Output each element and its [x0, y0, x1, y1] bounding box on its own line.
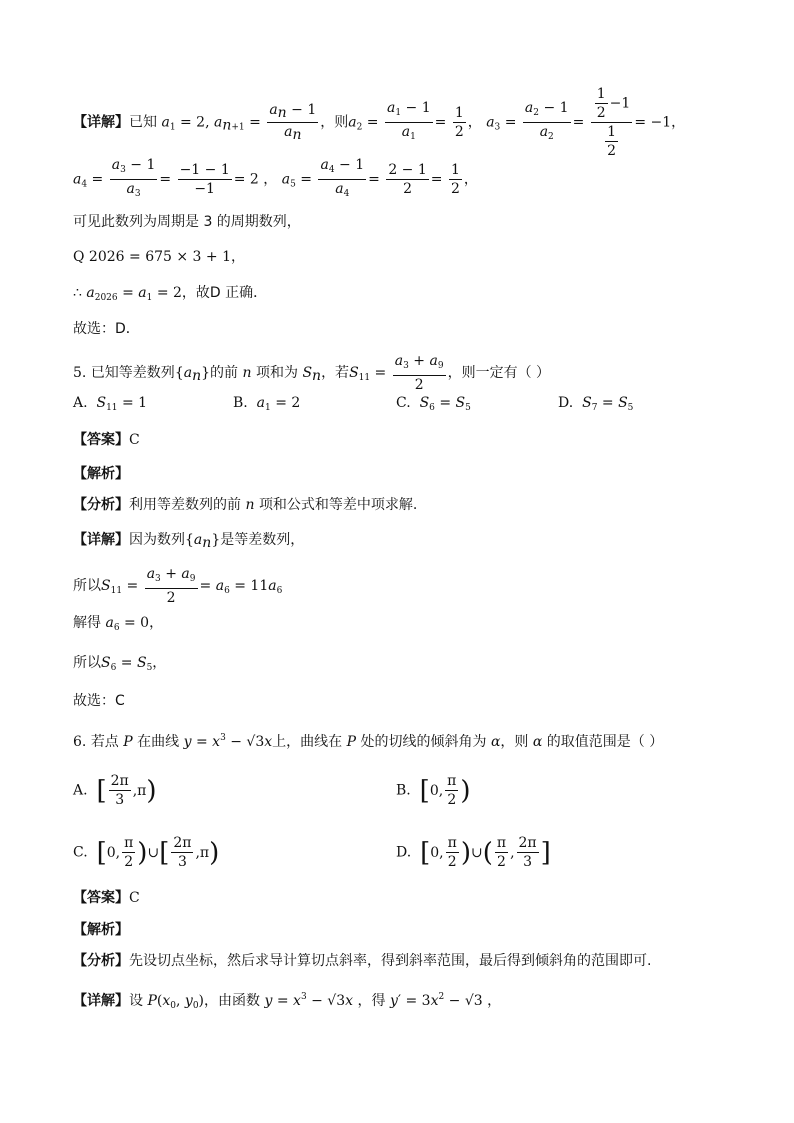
since-line: Q 2026 = 675 × 3 + 1， [73, 249, 245, 265]
q6-analysis: 【分析】先设切点坐标，然后求导计算切点斜率，得到斜率范围，最后得到倾斜角的范围即可. [73, 953, 652, 969]
q6-option-a[interactable]: A. [ $\frac{2\pi}{3}$ ,π ) [73, 773, 157, 808]
q6-option-b[interactable]: B. [ 0, $\frac{\pi}{2}$ ) [396, 773, 471, 808]
q6-option-d[interactable]: D. [ 0, $\frac{\pi}{2}$ ) ∪ ( $\frac{\pi}{2}$ , $\frac{2\pi}{3}$ ] [396, 835, 551, 870]
q5-so-line: 所以$S_{11}$ = $\frac{a_3 + a_9}{2}$ = $a_6 = 11a_6$ [73, 566, 283, 606]
choose-d-line: 故选：D． [73, 321, 140, 337]
question-6: 6. 若点 P 在曲线 $y = x^3 - √3x$上，曲线在 P 处的切线的倾斜角为 α，则 α 的取值范围是（ ） [73, 733, 664, 750]
q6-option-c[interactable]: C. [ 0, $\frac{\pi}{2}$ ) ∪ [ $\frac{2\pi}{3}$ ,π ) [73, 835, 220, 870]
q5-so2-line: 所以$S_6 = S_5$， [73, 655, 167, 673]
detail-tag: 【详解】 [73, 114, 129, 131]
period-line: 可见此数列为周期是 3 的周期数列， [73, 214, 301, 230]
q5-answer: 【答案】C [73, 432, 140, 448]
q6-jiexi-tag: 【解析】 [73, 922, 129, 938]
q5-option-c[interactable]: C. $S_6 = S_5$ [396, 395, 471, 413]
q6-detail: 【详解】设 $P(x_0$, $y_0$)，由函数 $y = x^3 - √3x$ ，得 $y' = 3x^2 - √3$ ， [73, 992, 502, 1011]
q5-detail: 【详解】因为数列$\{a_n\}$是等差数列， [73, 532, 305, 551]
detail-line-2: $a_4$ = $\frac{a_3 - 1}{a_3}$ = $\frac{-1 - 1}{-1}$ = 2 ， $a_5$ = $\frac{a_4 - 1}{a_4}$ = $\frac{2 - 1}{2}$ = $\frac{1}{2}$ ， [73, 157, 478, 199]
q5-solve-line: 解得 $a_6 = 0$， [73, 615, 164, 633]
q5-analysis: 【分析】利用等差数列的前 n 项和公式和等差中项求解. [73, 497, 418, 513]
therefore-line: ∴ $a_{2026} = a_1 = 2$，故D 正确． [73, 285, 268, 303]
q5-choose: 故选：C [73, 693, 125, 709]
q5-jiexi-tag: 【解析】 [73, 466, 129, 482]
q5-option-a[interactable]: A. $S_{11} = 1$ [73, 395, 148, 413]
q6-answer: 【答案】C [73, 890, 140, 906]
question-5: 5. 已知等差数列$\{a_n\}$的前 n 项和为 $S_n$，若$S_{11}$ = $\frac{a_3 + a_9}{2}$ ，则一定有（ ） [73, 353, 551, 393]
detail-line-1: 【详解】已知 $a_1 = 2$, $a_{n+1}$ = $\frac{a_n - 1}{a_n}$ ，则$a_2$ = $\frac{a_1 - 1}{a_1}$ = $\frac{1}{2}$ ， $a_3$ = $\frac{a_2 - 1}{a_2}$ = $\frac{1}{2}$ −1 $\frac{1}{2}$ = −1， [73, 86, 686, 159]
q5-option-b[interactable]: B. $a_1 = 2$ [233, 395, 301, 413]
q5-option-d[interactable]: D. $S_7 = S_5$ [558, 395, 634, 413]
